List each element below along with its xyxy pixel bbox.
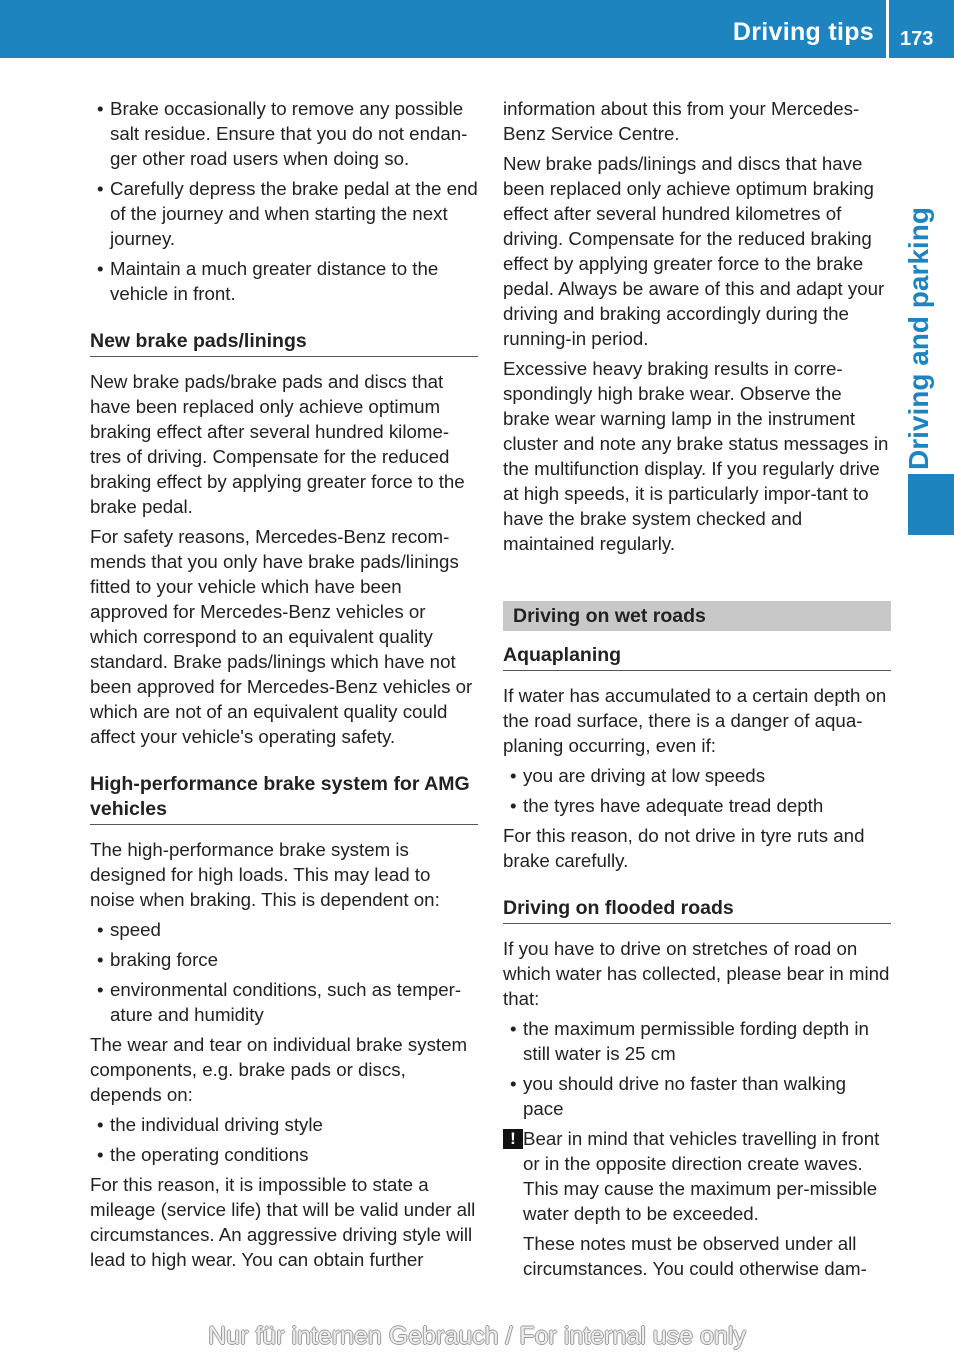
chapter-tab-label: Driving and parking bbox=[903, 207, 934, 470]
warning-note bbox=[503, 1126, 891, 1226]
header-divider bbox=[886, 0, 889, 58]
heading-brake-pads: New brake pads/linings bbox=[90, 329, 478, 357]
paragraph: Excessive heavy braking results in corre-spondingly high brake wear. Observe the brake wear warning lamp in the instrument cluster and note any brake status messages in the multifunction display. If you regularly drive at high speeds, it is particularly impor-tant to have the brake system checked and maintained regularly. bbox=[503, 358, 889, 554]
heading-flooded-roads: Driving on flooded roads bbox=[503, 896, 891, 924]
section-band-wet-roads: Driving on wet roads bbox=[503, 601, 891, 631]
list-item: • the maximum permissible fording depth in still water is 25 cm bbox=[503, 1016, 891, 1066]
chapter-tab-marker bbox=[908, 474, 954, 535]
list-item: • the individual driving style bbox=[90, 1112, 478, 1137]
heading-aquaplaning: Aquaplaning bbox=[503, 643, 891, 671]
paragraph: For safety reasons, Mercedes-Benz recom-mends that you only have brake pads/linings fitted to your vehicle which have been approved for Mercedes-Benz vehicles or which correspond to an equivalent quality standard. Brake pads/linings which have not been approved for Mercedes-Benz vehicles or which are not of an equivalent quality could affect your vehicle's operating safety. bbox=[90, 526, 473, 747]
right-column bbox=[503, 96, 891, 1286]
list-item: • speed bbox=[90, 917, 478, 942]
header-bar bbox=[0, 0, 954, 58]
list-item: • Maintain a much greater distance to the vehicle in front. bbox=[90, 256, 478, 306]
bullet-list bbox=[90, 917, 478, 1027]
paragraph: For this reason, do not drive in tyre ruts and brake carefully. bbox=[503, 825, 865, 871]
list-item: • you are driving at low speeds bbox=[503, 763, 891, 788]
list-item: • Carefully depress the brake pedal at the end of the journey and when starting the next journey. bbox=[90, 176, 478, 251]
list-item: • environmental conditions, such as temper-ature and humidity bbox=[90, 977, 478, 1027]
intro-bullet-list bbox=[90, 96, 478, 306]
bullet-list bbox=[503, 1016, 891, 1121]
list-item: • the operating conditions bbox=[90, 1142, 478, 1167]
heading-amg-brakes: High-performance brake system for AMG vehicles bbox=[90, 772, 478, 825]
warning-text-continued: These notes must be observed under all circumstances. You could otherwise dam- bbox=[523, 1233, 867, 1279]
paragraph: If you have to drive on stretches of road on which water has collected, please bear in mind that: bbox=[503, 938, 890, 1009]
paragraph: For this reason, it is impossible to state a mileage (service life) that will be valid under all circumstances. An aggressive driving style will lead to high wear. You can obtain further bbox=[90, 1174, 476, 1270]
paragraph: New brake pads/linings and discs that have been replaced only achieve optimum braking effect after several hundred kilometres of driving. Compensate for the reduced braking effect by applying greater force to the brake pedal. Always be aware of this and adapt your driving and braking accordingly during the running-in period. bbox=[503, 153, 885, 349]
left-column bbox=[90, 96, 478, 1277]
footer-watermark: Nur für internen Gebrauch / For internal use only bbox=[208, 1322, 746, 1350]
bullet-list bbox=[90, 1112, 478, 1167]
page-number: 173 bbox=[900, 28, 934, 50]
section-title: Driving tips bbox=[732, 18, 874, 46]
list-item: • Brake occasionally to remove any possible salt residue. Ensure that you do not endan-ger other road users when doing so. bbox=[90, 96, 478, 171]
bullet-list bbox=[503, 763, 891, 818]
paragraph: The wear and tear on individual brake system components, e.g. brake pads or discs, depends on: bbox=[90, 1034, 468, 1105]
paragraph: The high-performance brake system is designed for high loads. This may lead to noise when braking. This is dependent on: bbox=[90, 839, 440, 910]
list-item: • the tyres have adequate tread depth bbox=[503, 793, 891, 818]
list-item: • braking force bbox=[90, 947, 478, 972]
list-item: • you should drive no faster than walking pace bbox=[503, 1071, 891, 1121]
paragraph: information about this from your Mercedes-Benz Service Centre. bbox=[503, 98, 860, 144]
exclamation-icon: ! bbox=[503, 1129, 523, 1149]
paragraph: If water has accumulated to a certain depth on the road surface, there is a danger of aqua-planing occurring, even if: bbox=[503, 685, 887, 756]
paragraph: New brake pads/brake pads and discs that have been replaced only achieve optimum braking effect after several hundred kilome-tres of driving. Compensate for the reduced braking effect by applying greater force to the brake pedal. bbox=[90, 371, 465, 517]
warning-text: Bear in mind that vehicles travelling in front or in the opposite direction create waves. This may cause the maximum per-missible water depth to be exceeded. bbox=[523, 1128, 880, 1224]
